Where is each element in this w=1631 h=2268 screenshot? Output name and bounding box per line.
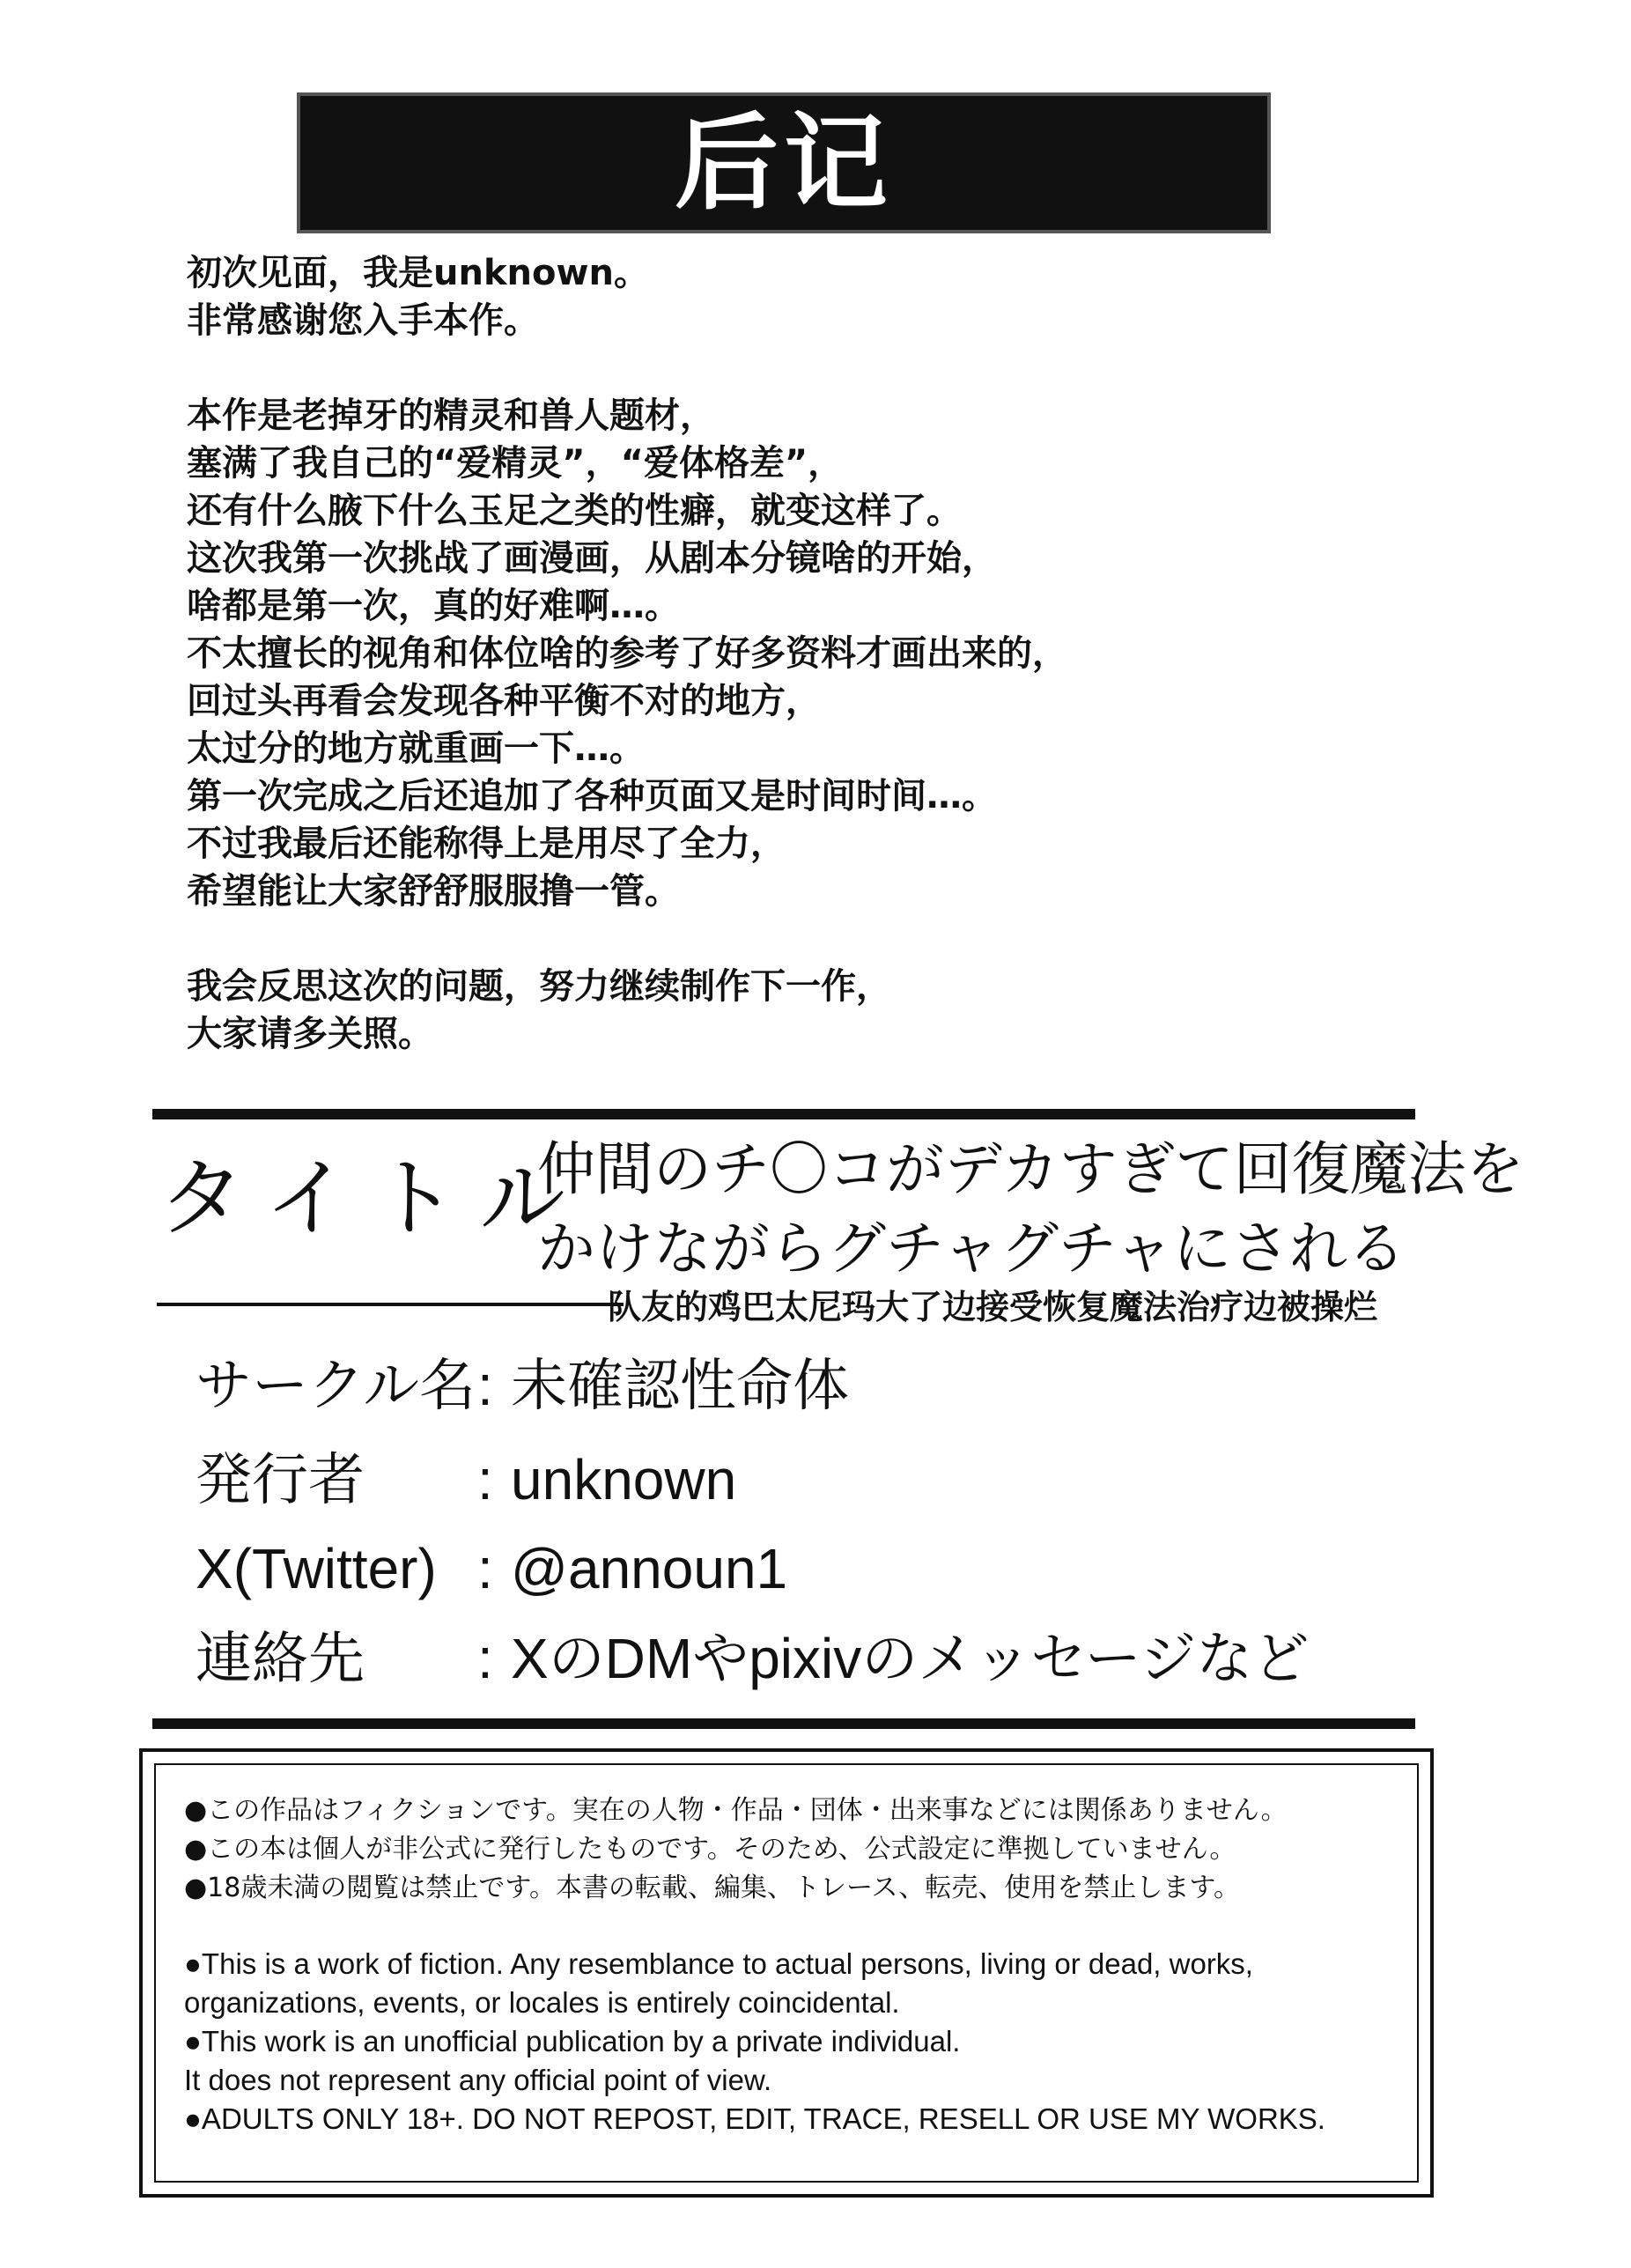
afterword-line: 大家请多关照。	[187, 1014, 433, 1054]
info-value: @announ1	[511, 1537, 788, 1600]
afterword-line: 初次见面，我是unknown。	[187, 253, 649, 293]
afterword-text	[187, 249, 1420, 1058]
section-divider-bottom	[152, 1718, 1415, 1729]
info-key: 発行者	[196, 1448, 365, 1511]
title-jp-line: 仲間のチ〇コがデカすぎて回復魔法を	[537, 1135, 1524, 1203]
title-chinese: 队友的鸡巴太尼玛大了边接受恢复魔法治疗边被操烂	[608, 1288, 1378, 1326]
info-separator: :	[477, 1627, 493, 1690]
afterword-line: 还有什么腋下什么玉足之类的性癖，就变这样了。	[187, 491, 962, 531]
notice-line-en: ●ADULTS ONLY 18+. DO NOT REPOST, EDIT, TRACE, RESELL OR USE MY WORKS.	[184, 2102, 1325, 2135]
afterword-line	[187, 915, 1420, 963]
afterword-line: 本作是老掉牙的精灵和兽人题材，	[187, 395, 715, 436]
info-twitter-row	[196, 1533, 787, 1604]
afterword-line: 不过我最后还能称得上是用尽了全力，	[187, 824, 786, 864]
info-separator: :	[477, 1448, 493, 1511]
notice-line-en: ●This is a work of fiction. Any resemblance to actual persons, living or dead, works,	[184, 1947, 1253, 1980]
notice-line-en: It does not represent any official point of view.	[184, 2064, 772, 2096]
info-circle-row	[196, 1350, 849, 1421]
info-key: X(Twitter)	[196, 1537, 437, 1600]
title-jp-line: かけながらグチャグチャにされる	[537, 1215, 1406, 1282]
notice-box	[139, 1748, 1434, 2198]
notice-line-en: ●This work is an unofficial publication by a private individual.	[184, 2025, 961, 2057]
notice-line-jp: ●この本は個人が非公式に発行したものです。そのため、公式設定に準拠していません。	[184, 1834, 1236, 1865]
afterword-header-bar	[297, 92, 1271, 233]
notice-line-en: organizations, events, or locales is entirely coincidental.	[184, 1986, 900, 2019]
title-japanese	[537, 1130, 1524, 1289]
afterword-line: 太过分的地方就重画一下…。	[187, 728, 645, 769]
afterword-line: 我会反思这次的问题，努力继续制作下一作，	[187, 966, 891, 1007]
afterword-line: 第一次完成之后还追加了各种页面又是时间时间…。	[187, 776, 997, 816]
info-value: XのDMやpixivのメッセージなど	[511, 1627, 1310, 1690]
afterword-line	[187, 344, 1420, 392]
info-publisher-row	[196, 1444, 736, 1515]
title-label: タイトル	[159, 1149, 587, 1249]
afterword-line: 这次我第一次挑战了画漫画，从剧本分镜啥的开始，	[187, 538, 997, 579]
afterword-line: 回过头再看会发现各种平衡不对的地方，	[187, 681, 821, 721]
notice-spacer	[184, 1908, 1417, 1945]
title-underline	[157, 1303, 624, 1306]
section-divider-top	[152, 1109, 1415, 1119]
info-separator: :	[477, 1537, 493, 1600]
afterword-line: 不太擅长的视角和体位啥的参考了好多资料才画出来的，	[187, 633, 1067, 674]
notice-box-inner	[154, 1763, 1419, 2183]
info-separator: :	[477, 1354, 493, 1417]
afterword-title: 后记	[674, 102, 893, 224]
info-key: 連絡先	[196, 1627, 365, 1690]
notice-line-jp: ●この作品はフィクションです。実在の人物・作品・団体・出来事などには関係ありません。	[184, 1795, 1288, 1826]
info-value: unknown	[511, 1448, 737, 1511]
afterword-line: 啥都是第一次，真的好难啊…。	[187, 586, 680, 626]
afterword-line: 塞满了我自己的“爱精灵”，“爱体格差”，	[187, 443, 844, 484]
info-key: サークル名	[196, 1354, 476, 1417]
afterword-line: 非常感谢您入手本作。	[187, 300, 539, 341]
info-contact-row	[196, 1623, 1309, 1694]
afterword-line: 希望能让大家舒舒服服撸一管。	[187, 871, 680, 912]
info-value: 未確認性命体	[511, 1354, 849, 1417]
notice-line-jp: ●18歳未満の閲覧は禁止です。本書の転載、編集、トレース、転売、使用を禁止します。	[184, 1873, 1240, 1903]
